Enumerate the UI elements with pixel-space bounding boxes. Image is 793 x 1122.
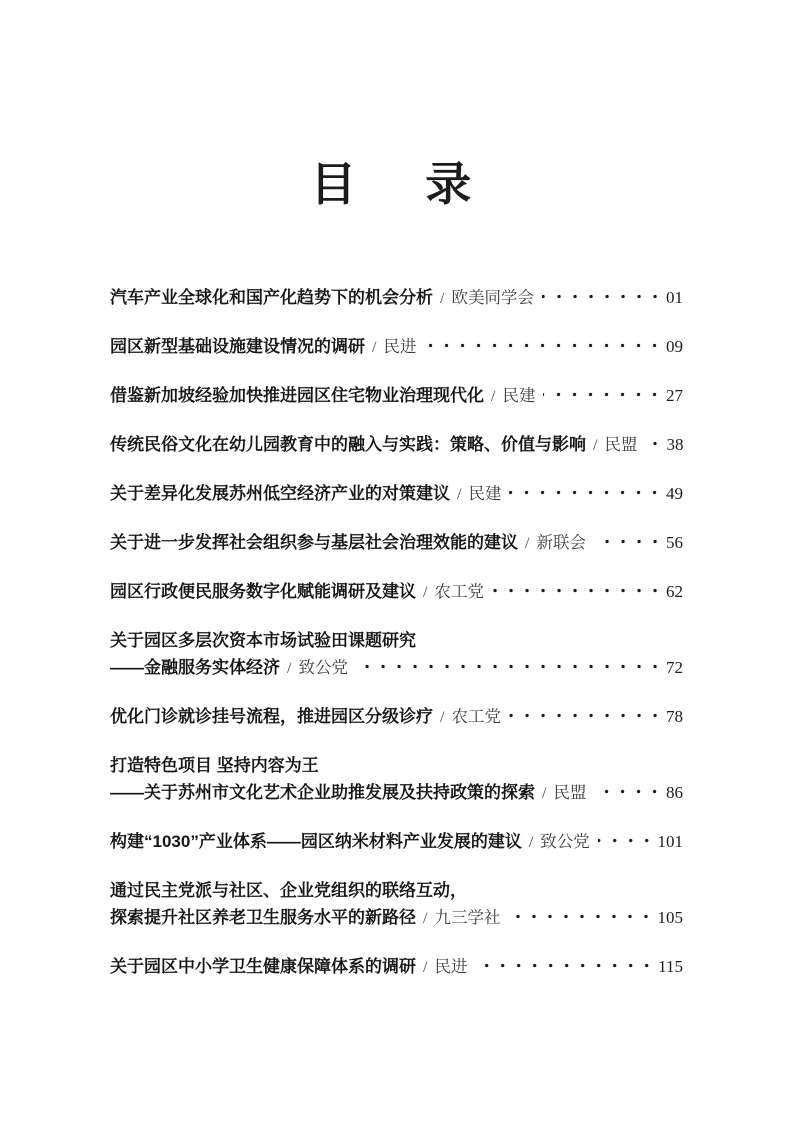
page-number: 62 <box>666 582 683 601</box>
slash-separator: / <box>542 785 547 802</box>
entry-source: 民盟 <box>604 435 638 454</box>
entry-title: 构建“1030”产业体系——园区纳米材料产业发展的建议 <box>110 832 522 851</box>
slash-separator: / <box>457 486 462 503</box>
page-number: 115 <box>658 957 683 976</box>
entry-source: 民进 <box>434 957 468 976</box>
toc-entry <box>110 382 683 410</box>
entry-source: 致公党 <box>298 658 348 677</box>
dot-leader <box>356 660 663 673</box>
entry-source: 九三学社 <box>434 908 501 927</box>
dot-leader <box>543 388 663 401</box>
entry-title: 优化门诊就诊挂号流程，推进园区分级诊疗 <box>110 707 433 726</box>
slash-separator: / <box>440 290 445 307</box>
entry-source: 新联会 <box>536 533 586 552</box>
slash-separator: / <box>423 910 428 927</box>
page-number: 27 <box>666 386 683 405</box>
entry-title: 关于差异化发展苏州低空经济产业的对策建议 <box>110 484 450 503</box>
page-number: 105 <box>657 908 683 927</box>
toc-entry <box>110 953 683 981</box>
page-number: 49 <box>666 484 683 503</box>
dot-leader <box>509 709 663 722</box>
toc-entry <box>110 703 683 731</box>
toc-entry <box>110 578 683 606</box>
entry-title: 汽车产业全球化和国产化趋势下的机会分析 <box>110 288 433 307</box>
slash-separator: / <box>593 437 598 454</box>
entry-source: 致公党 <box>540 832 590 851</box>
page-title: 目 录 <box>310 158 483 210</box>
entry-source: 农工党 <box>451 707 501 726</box>
slash-separator: / <box>372 339 377 356</box>
entry-title-line2: ——金融服务实体经济 <box>110 658 280 677</box>
entry-title: 园区行政便民服务数字化赋能调研及建议 <box>110 582 416 601</box>
entry-source: 民盟 <box>553 783 587 802</box>
entry-title: 关于园区中小学卫生健康保障体系的调研 <box>110 957 416 976</box>
slash-separator: / <box>423 959 428 976</box>
page-number: 72 <box>666 658 683 677</box>
toc-entry <box>110 627 683 682</box>
page-number: 01 <box>666 288 683 307</box>
dot-leader <box>594 535 663 548</box>
toc-entry <box>110 877 683 932</box>
entry-source: 农工党 <box>434 582 484 601</box>
dot-leader <box>598 834 655 847</box>
dot-leader <box>508 910 654 923</box>
dot-leader <box>475 959 655 972</box>
slash-separator: / <box>423 584 428 601</box>
dot-leader <box>594 785 663 798</box>
page-number: 101 <box>657 832 683 851</box>
entry-title: 借鉴新加坡经验加快推进园区住宅物业治理现代化 <box>110 386 484 405</box>
dot-leader <box>492 584 663 597</box>
toc-entry <box>110 284 683 312</box>
entry-source: 民建 <box>468 484 502 503</box>
page-number: 09 <box>666 337 683 356</box>
entry-title: 关于进一步发挥社会组织参与基层社会治理效能的建议 <box>110 533 518 552</box>
dot-leader <box>424 339 663 352</box>
entry-title-line2: ——关于苏州市文化艺术企业助推发展及扶持政策的探索 <box>110 783 535 802</box>
slash-separator: / <box>440 709 445 726</box>
toc-entry <box>110 333 683 361</box>
slash-separator: / <box>491 388 496 405</box>
entry-title-line1: 打造特色项目 坚持内容为王 <box>110 756 319 775</box>
dot-leader <box>645 437 663 450</box>
entry-source: 民进 <box>383 337 417 356</box>
entry-title: 传统民俗文化在幼儿园教育中的融入与实践：策略、价值与影响 <box>110 435 586 454</box>
toc-entry <box>110 752 683 807</box>
toc-entry <box>110 828 683 856</box>
dot-leader <box>542 290 663 303</box>
entry-source: 民建 <box>502 386 536 405</box>
slash-separator: / <box>528 834 534 851</box>
page-number: 78 <box>666 707 683 726</box>
entry-source: 欧美同学会 <box>451 288 534 307</box>
dot-leader <box>509 486 663 499</box>
slash-separator: / <box>525 535 530 552</box>
toc-entry <box>110 529 683 557</box>
entry-title-line1: 关于园区多层次资本市场试验田课题研究 <box>110 631 416 650</box>
toc-list <box>110 284 683 981</box>
page-number: 56 <box>666 533 683 552</box>
slash-separator: / <box>287 660 292 677</box>
entry-title-line1: 通过民主党派与社区、企业党组织的联络互动， <box>110 881 467 900</box>
page-number: 86 <box>666 783 683 802</box>
entry-title-line2: 探索提升社区养老卫生服务水平的新路径 <box>110 908 416 927</box>
toc-entry <box>110 431 683 459</box>
page-number: 38 <box>666 435 684 454</box>
toc-entry <box>110 480 683 508</box>
entry-title: 园区新型基础设施建设情况的调研 <box>110 337 365 356</box>
